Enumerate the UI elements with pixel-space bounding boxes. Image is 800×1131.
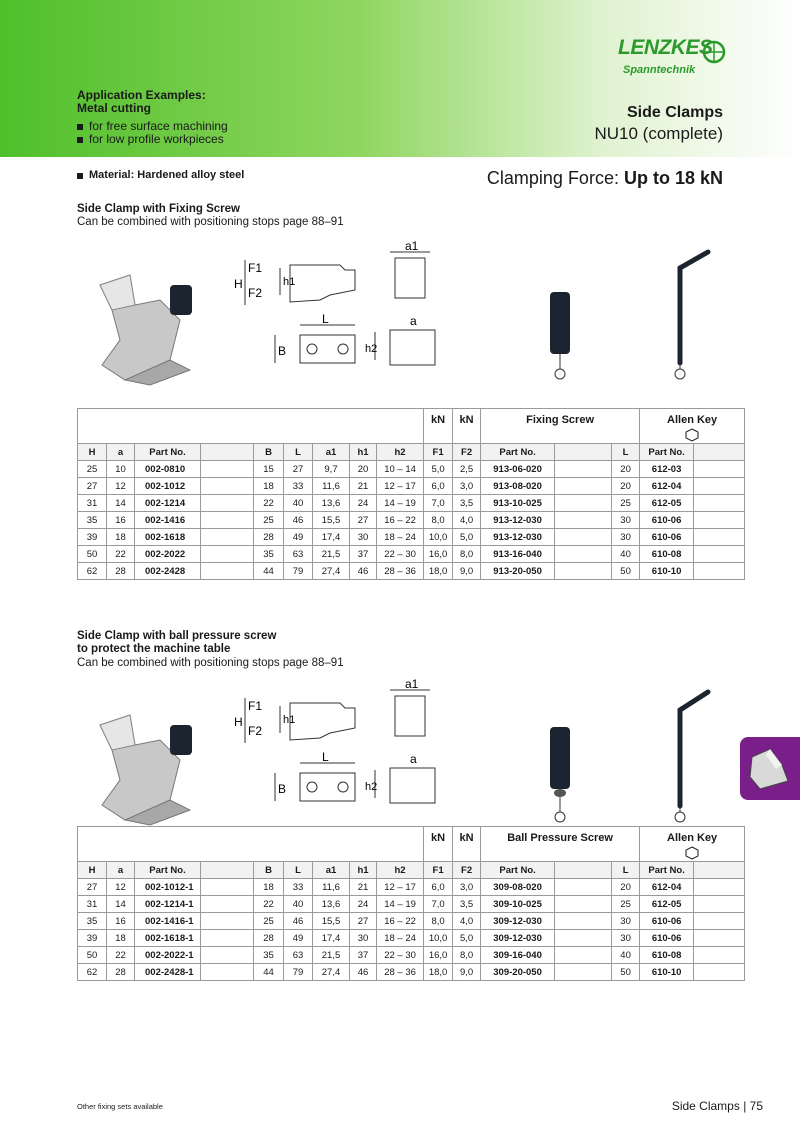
page-title: Side Clamps <box>626 104 723 121</box>
fig-label-a: a <box>410 752 417 766</box>
table-cell: 22 <box>254 495 284 512</box>
table-cell: 35 <box>78 512 107 529</box>
table-cell: 9,7 <box>313 461 350 478</box>
table-cell: 913-06-020 <box>481 461 555 478</box>
table-cell: 49 <box>284 529 313 546</box>
table-cell: 50 <box>612 563 640 580</box>
table-cell <box>694 546 745 563</box>
table-cell: 16 <box>107 512 135 529</box>
group-header-screw: Ball Pressure Screw <box>481 827 640 862</box>
group-header-kn: kN <box>453 827 481 862</box>
fig-label-f2: F2 <box>248 286 263 300</box>
table-cell: 610-08 <box>640 947 694 964</box>
table-cell: 27,4 <box>313 964 350 981</box>
table-cell <box>694 529 745 546</box>
table-cell: 7,0 <box>424 896 453 913</box>
table-cell: 14 – 19 <box>377 896 424 913</box>
application-list <box>77 120 228 146</box>
table-cell: 612-05 <box>640 495 694 512</box>
table-cell: 27 <box>350 512 377 529</box>
table-cell: 20 <box>612 478 640 495</box>
table-cell: 16 – 22 <box>377 913 424 930</box>
table-cell: 46 <box>350 563 377 580</box>
table-cell <box>694 930 745 947</box>
table-cell <box>201 546 254 563</box>
table-cell: 002-2022 <box>135 546 201 563</box>
table-cell: 22 – 30 <box>377 947 424 964</box>
table-cell: 309-12-030 <box>481 930 555 947</box>
brand-logo <box>618 36 728 82</box>
table-cell: 15,5 <box>313 913 350 930</box>
table-cell: 27 <box>284 461 313 478</box>
table-cell: 44 <box>254 563 284 580</box>
table-cell: 28 – 36 <box>377 563 424 580</box>
table-header-row: H a Part No. B L a1 h1 h2 F1 F2 Part No. L Part No. <box>78 444 745 461</box>
table-cell: 62 <box>78 964 107 981</box>
table-cell: 21,5 <box>313 546 350 563</box>
table-cell: 002-2022-1 <box>135 947 201 964</box>
section2-note: Can be combined with positioning stops page 88–91 <box>77 657 344 669</box>
table-cell <box>555 879 612 896</box>
table-cell: 4,0 <box>453 913 481 930</box>
table-cell: 30 <box>350 930 377 947</box>
table-cell: 3,5 <box>453 896 481 913</box>
table-cell <box>555 478 612 495</box>
table-cell: 30 <box>612 529 640 546</box>
table-cell: 35 <box>254 546 284 563</box>
table-cell <box>694 461 745 478</box>
table-cell: 50 <box>78 947 107 964</box>
table-cell: 27 <box>350 913 377 930</box>
table-cell <box>201 529 254 546</box>
table-row <box>78 879 745 896</box>
table-cell: 28 <box>107 964 135 981</box>
section1-note: Can be combined with positioning stops page 88–91 <box>77 216 344 228</box>
table-cell <box>555 930 612 947</box>
table-cell: 14 <box>107 896 135 913</box>
table-cell: 3,0 <box>453 879 481 896</box>
table-cell: 35 <box>254 947 284 964</box>
table-cell: 913-16-040 <box>481 546 555 563</box>
table-cell <box>694 947 745 964</box>
fig-label-f1: F1 <box>248 699 263 713</box>
table-cell: 37 <box>350 947 377 964</box>
fig-label-l: L <box>322 312 329 326</box>
group-header-kn: kN <box>453 409 481 444</box>
list-item: for free surface machining <box>77 120 228 133</box>
table-cell <box>201 947 254 964</box>
table-row <box>78 964 745 981</box>
fig-label-h1: h1 <box>283 714 296 726</box>
material-note: Material: Hardened alloy steel <box>77 169 244 181</box>
table-cell: 913-08-020 <box>481 478 555 495</box>
table-cell: 7,0 <box>424 495 453 512</box>
table-cell: 18 <box>254 478 284 495</box>
table-cell <box>555 512 612 529</box>
table-cell: 16,0 <box>424 947 453 964</box>
table-cell: 14 – 19 <box>377 495 424 512</box>
table-cell: 612-03 <box>640 461 694 478</box>
group-header-kn: kN <box>424 409 453 444</box>
ball-pressure-screw-image <box>545 725 575 825</box>
table-cell <box>555 529 612 546</box>
table-cell <box>201 896 254 913</box>
group-header-key: Allen Key <box>640 827 745 862</box>
table-cell: 309-20-050 <box>481 964 555 981</box>
table-cell: 22 <box>107 546 135 563</box>
spec-table-1 <box>77 408 745 580</box>
table-cell: 22 – 30 <box>377 546 424 563</box>
table-cell: 25 <box>254 913 284 930</box>
table-cell: 25 <box>612 495 640 512</box>
table-cell: 63 <box>284 546 313 563</box>
table-cell: 17,4 <box>313 930 350 947</box>
table-cell: 15 <box>254 461 284 478</box>
table-cell <box>694 512 745 529</box>
table-cell: 30 <box>612 930 640 947</box>
table-cell <box>201 913 254 930</box>
fig-label-h2: h2 <box>365 781 378 793</box>
spec-table-2 <box>77 826 745 981</box>
table-cell: 18,0 <box>424 563 453 580</box>
table-cell: 25 <box>612 896 640 913</box>
page-subtitle: NU10 (complete) <box>594 124 723 143</box>
fig-label-a1: a1 <box>405 677 419 691</box>
table-cell <box>201 512 254 529</box>
table-cell: 309-16-040 <box>481 947 555 964</box>
table-cell: 17,4 <box>313 529 350 546</box>
table-cell: 30 <box>612 913 640 930</box>
table-row <box>78 896 745 913</box>
chapter-tab <box>740 737 800 800</box>
table-header-row: H a Part No. B L a1 h1 h2 F1 F2 Part No. L Part No. <box>78 862 745 879</box>
table-cell: 46 <box>350 964 377 981</box>
table-cell: 33 <box>284 879 313 896</box>
table-cell: 12 <box>107 478 135 495</box>
table-cell: 3,5 <box>453 495 481 512</box>
table-cell: 40 <box>284 896 313 913</box>
table-cell: 46 <box>284 512 313 529</box>
table-cell: 18 – 24 <box>377 529 424 546</box>
table-cell: 40 <box>612 947 640 964</box>
table-cell: 27 <box>78 879 107 896</box>
table-cell: 18 – 24 <box>377 930 424 947</box>
table-cell: 9,0 <box>453 964 481 981</box>
table-cell: 10,0 <box>424 529 453 546</box>
table-row <box>78 930 745 947</box>
table-cell: 309-08-020 <box>481 879 555 896</box>
table-cell: 913-20-050 <box>481 563 555 580</box>
table-cell: 21 <box>350 879 377 896</box>
table-cell: 6,0 <box>424 478 453 495</box>
table-cell: 610-06 <box>640 913 694 930</box>
table-cell <box>555 947 612 964</box>
table-cell <box>555 546 612 563</box>
table-cell: 50 <box>612 964 640 981</box>
fig-label-b: B <box>278 344 287 358</box>
table-cell <box>201 495 254 512</box>
table-cell: 002-1618 <box>135 529 201 546</box>
table-cell: 37 <box>350 546 377 563</box>
table-cell: 5,0 <box>453 930 481 947</box>
table-row <box>78 947 745 964</box>
table-cell: 28 – 36 <box>377 964 424 981</box>
fig-label-b: B <box>278 782 287 796</box>
table-cell: 21,5 <box>313 947 350 964</box>
table-cell: 12 – 17 <box>377 478 424 495</box>
fig-label-a1: a1 <box>405 239 419 253</box>
group-header-screw: Fixing Screw <box>481 409 640 444</box>
fig-label-a: a <box>410 314 417 328</box>
table-cell: 002-1012-1 <box>135 879 201 896</box>
table-cell: 25 <box>254 512 284 529</box>
technical-drawing <box>230 240 440 390</box>
table-cell: 913-12-030 <box>481 512 555 529</box>
table-cell <box>694 913 745 930</box>
table-cell: 30 <box>612 512 640 529</box>
table-cell: 31 <box>78 495 107 512</box>
fig-label-h2: h2 <box>365 343 378 355</box>
table-cell: 10,0 <box>424 930 453 947</box>
table-cell: 309-12-030 <box>481 913 555 930</box>
table-cell: 28 <box>107 563 135 580</box>
table-cell: 14 <box>107 495 135 512</box>
table-cell: 612-04 <box>640 879 694 896</box>
table-row <box>78 495 745 512</box>
group-header-key: Allen Key <box>640 409 745 444</box>
table-cell: 610-10 <box>640 964 694 981</box>
table-cell <box>694 478 745 495</box>
group-header-kn: kN <box>424 827 453 862</box>
table-cell: 18 <box>107 529 135 546</box>
table-cell: 39 <box>78 930 107 947</box>
table-cell: 24 <box>350 495 377 512</box>
table-cell <box>555 964 612 981</box>
table-cell: 18 <box>107 930 135 947</box>
technical-drawing <box>230 678 440 828</box>
table-cell: 20 <box>612 461 640 478</box>
table-cell: 002-1416-1 <box>135 913 201 930</box>
table-cell: 002-0810 <box>135 461 201 478</box>
table-cell: 20 <box>612 879 640 896</box>
table-cell: 3,0 <box>453 478 481 495</box>
fig-label-l: L <box>322 750 329 764</box>
table-cell: 8,0 <box>453 947 481 964</box>
table-cell: 612-05 <box>640 896 694 913</box>
table-cell <box>555 563 612 580</box>
table-cell: 16 – 22 <box>377 512 424 529</box>
globe-icon <box>702 40 726 64</box>
table-cell <box>555 913 612 930</box>
table-cell: 5,0 <box>424 461 453 478</box>
table-cell: 11,6 <box>313 879 350 896</box>
application-title: Application Examples: Metal cutting <box>77 88 206 115</box>
table-cell: 21 <box>350 478 377 495</box>
table-cell: 33 <box>284 478 313 495</box>
table-cell: 18 <box>254 879 284 896</box>
hex-icon <box>685 846 699 860</box>
table-row <box>78 512 745 529</box>
table-cell: 63 <box>284 947 313 964</box>
table-cell <box>201 563 254 580</box>
table-cell <box>694 563 745 580</box>
table-cell: 46 <box>284 913 313 930</box>
table-cell <box>201 879 254 896</box>
table-cell: 8,0 <box>424 512 453 529</box>
section2-title: Side Clamp with ball pressure screw to protect the machine table <box>77 630 277 655</box>
table-cell: 612-04 <box>640 478 694 495</box>
table-row <box>78 461 745 478</box>
table-cell <box>694 495 745 512</box>
clamp-photo <box>90 270 200 385</box>
table-cell <box>201 930 254 947</box>
table-cell: 610-06 <box>640 529 694 546</box>
footer-note: Other fixing sets available <box>77 1102 163 1111</box>
allen-key-image <box>660 248 710 383</box>
table-cell: 22 <box>254 896 284 913</box>
table-cell: 9,0 <box>453 563 481 580</box>
table-cell: 50 <box>78 546 107 563</box>
table-cell <box>694 896 745 913</box>
table-cell: 16,0 <box>424 546 453 563</box>
table-cell: 002-1012 <box>135 478 201 495</box>
table-cell: 25 <box>78 461 107 478</box>
table-cell: 27,4 <box>313 563 350 580</box>
table-cell: 62 <box>78 563 107 580</box>
table-cell: 2,5 <box>453 461 481 478</box>
table-cell: 610-10 <box>640 563 694 580</box>
table-cell: 27 <box>78 478 107 495</box>
table-cell: 12 – 17 <box>377 879 424 896</box>
table-cell <box>694 879 745 896</box>
table-cell: 16 <box>107 913 135 930</box>
footer-page-number: Side Clamps | 75 <box>671 1099 763 1113</box>
table-row <box>78 563 745 580</box>
table-cell: 13,6 <box>313 896 350 913</box>
table-cell: 11,6 <box>313 478 350 495</box>
table-cell: 002-1618-1 <box>135 930 201 947</box>
table-cell <box>555 461 612 478</box>
fig-label-h: H <box>234 715 243 729</box>
table-row <box>78 478 745 495</box>
table-cell: 40 <box>284 495 313 512</box>
table-cell <box>694 964 745 981</box>
section1-title: Side Clamp with Fixing Screw <box>77 203 240 215</box>
table-cell: 4,0 <box>453 512 481 529</box>
table-cell: 10 <box>107 461 135 478</box>
allen-key-image <box>660 688 710 826</box>
fig-label-f2: F2 <box>248 724 263 738</box>
table-cell: 30 <box>350 529 377 546</box>
table-cell: 8,0 <box>453 546 481 563</box>
table-cell: 24 <box>350 896 377 913</box>
table-cell: 8,0 <box>424 913 453 930</box>
fixing-screw-image <box>545 290 575 380</box>
table-cell: 5,0 <box>453 529 481 546</box>
table-cell: 28 <box>254 930 284 947</box>
table-cell: 002-1214 <box>135 495 201 512</box>
clamp-photo <box>90 710 200 825</box>
fig-label-h1: h1 <box>283 276 296 288</box>
list-item: for low profile workpieces <box>77 133 228 146</box>
table-cell: 44 <box>254 964 284 981</box>
table-cell: 18,0 <box>424 964 453 981</box>
table-cell: 12 <box>107 879 135 896</box>
fig-label-f1: F1 <box>248 261 263 275</box>
table-cell: 002-1416 <box>135 512 201 529</box>
table-cell: 15,5 <box>313 512 350 529</box>
brand-sub: Spanntechnik <box>623 64 696 76</box>
table-row <box>78 546 745 563</box>
table-cell: 002-2428-1 <box>135 964 201 981</box>
table-cell <box>555 495 612 512</box>
table-cell: 309-10-025 <box>481 896 555 913</box>
table-cell: 31 <box>78 896 107 913</box>
table-cell: 002-2428 <box>135 563 201 580</box>
table-row <box>78 529 745 546</box>
table-cell: 913-10-025 <box>481 495 555 512</box>
table-cell: 40 <box>612 546 640 563</box>
table-cell: 22 <box>107 947 135 964</box>
table-cell <box>555 896 612 913</box>
table-cell: 13,6 <box>313 495 350 512</box>
table-cell <box>201 964 254 981</box>
fig-label-h: H <box>234 277 243 291</box>
brand-name: LENZKES <box>618 36 713 59</box>
table-cell <box>201 461 254 478</box>
table-cell: 610-06 <box>640 930 694 947</box>
table-cell: 6,0 <box>424 879 453 896</box>
table-cell: 49 <box>284 930 313 947</box>
table-cell: 913-12-030 <box>481 529 555 546</box>
table-cell: 610-08 <box>640 546 694 563</box>
table-cell: 20 <box>350 461 377 478</box>
table-cell: 28 <box>254 529 284 546</box>
table-row <box>78 913 745 930</box>
clamp-icon <box>740 737 800 800</box>
table-cell: 610-06 <box>640 512 694 529</box>
table-cell <box>201 478 254 495</box>
clamping-force: Clamping Force: Up to 18 kN <box>486 168 723 188</box>
hex-icon <box>685 428 699 442</box>
table-cell: 79 <box>284 964 313 981</box>
table-cell: 10 – 14 <box>377 461 424 478</box>
table-cell: 35 <box>78 913 107 930</box>
table-cell: 39 <box>78 529 107 546</box>
table-cell: 79 <box>284 563 313 580</box>
table-cell: 002-1214-1 <box>135 896 201 913</box>
